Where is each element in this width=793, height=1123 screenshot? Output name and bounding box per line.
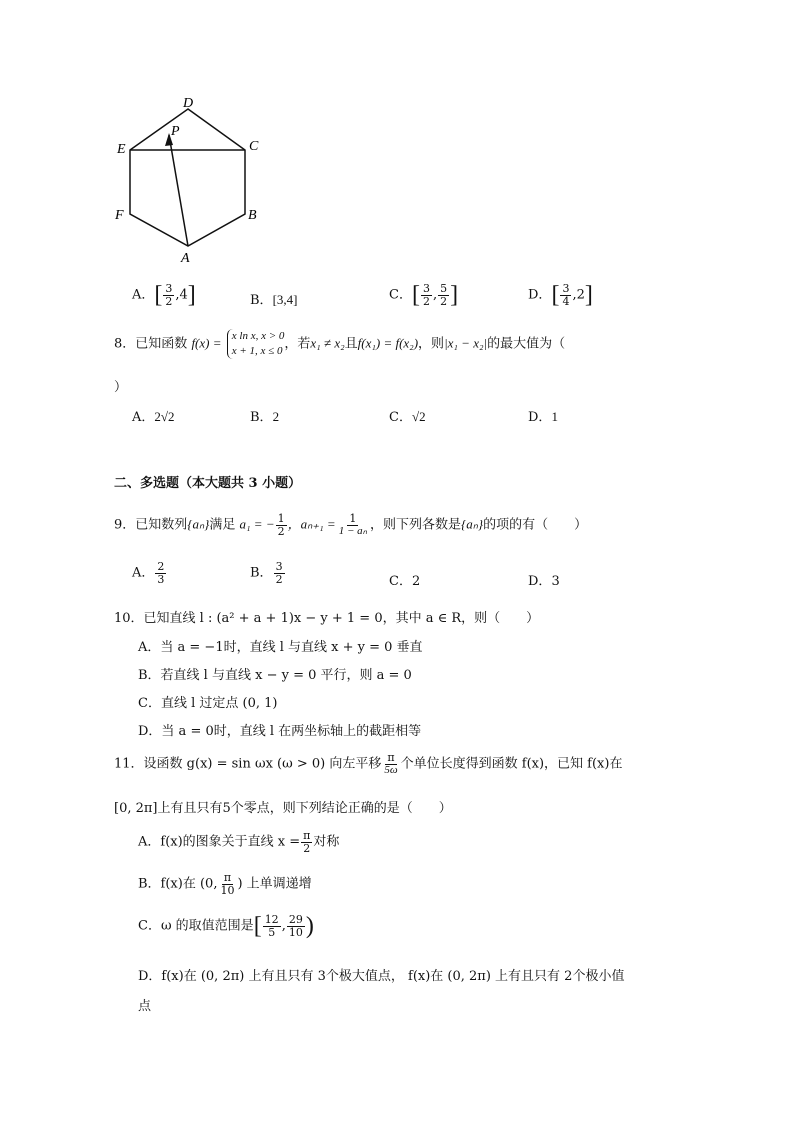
q10-stem: 10．已知直线 l : (a² + a + 1)x − y + 1 = 0，其中 a ∈ R，则（ ） [114,611,540,626]
q11-option-d-line1: D．f(x)在 (0, 2π) 上有且只有 3个极大值点， f(x)在 (0, 2π) 上有且只有 2个极小值 [138,969,625,984]
q7-option-a: A．[ $\frac{3}{2}$ ,4] [132,282,196,309]
label-A: A [181,251,190,265]
q7-option-d: D．[ $\frac{3}{4}$ ,2] [528,282,593,309]
q10-option-a: A．当 a = −1时，直线 l 与直线 x + y = 0 垂直 [138,640,423,655]
q8-option-c: C．√2 [389,409,426,425]
q9-stem: 9．已知数列{aₙ}满足 a₁ = − $\frac{1}{2}$ ，aₙ₊₁ = $\frac{1}{\text{1 − aₙ}}$ ，则下列各数是{aₙ}的项的有（ ） [114,512,588,538]
hexagon-outline [130,109,245,246]
hexagon-figure [105,95,275,265]
label-D: D [183,96,194,111]
q11-option-d-line2: 点 [138,999,152,1014]
q8-option-a: A．2√2 [132,409,175,425]
q10-option-c: C．直线 l 过定点 (0, 1) [138,696,278,711]
vector-AP [169,135,188,246]
q8-option-b: B．2 [250,409,280,425]
label-B: B [248,208,257,223]
label-C: C [249,139,259,154]
q8-stem: 8．已知函数 f(x) = x ln x, x > 0 x + 1, x ≤ 0 ，若x₁ ≠ x₂且f(x₁) = f(x₂)，则|x₁ − x₂|的最大值为（ [114,330,566,357]
label-P: P [171,124,180,139]
q8-option-d: D．1 [528,409,558,425]
q11-stem-line2: [0, 2π]上有且只有5个零点，则下列结论正确的是（ ） [114,801,452,816]
q9-option-a: A． $\frac{2}{3}$ [132,560,165,586]
q10-option-b: B．若直线 l 与直线 x − y = 0 平行，则 a = 0 [138,668,412,683]
label-E: E [117,142,126,157]
q9-option-d: D．3 [528,574,560,589]
q9-option-b: B． $\frac{3}{2}$ [250,560,283,586]
label-F: F [115,208,124,223]
q7-option-c: C．[ $\frac{3}{2}$ , $\frac{5}{2}$ ] [389,282,459,309]
q11-option-a: A．f(x)的图象关于直线 x = $\frac{\pi}{2}$ 对称 [138,829,340,855]
q11-option-b: B．f(x)在 (0, $\frac{\pi}{10}$ ) 上单调递增 [138,871,312,897]
q8-close: ） [114,380,128,395]
section-2-title: 二、多选题（本大题共 3 小题） [114,476,302,491]
q10-option-d: D．当 a = 0时，直线 l 在两坐标轴上的截距相等 [138,724,422,739]
q7-option-b: B．[3,4] [250,292,298,308]
q11-stem-line1: 11．设函数 g(x) = sin ωx (ω > 0) 向左平移 $\frac{\pi}{5\omega}$ 个单位长度得到函数 f(x)，已知 f(x)在 [114,751,623,776]
q11-option-c: C．ω 的取值范围是[ $\frac{12}{5}$ , $\frac{29}{10}$ ) [138,913,314,940]
q9-option-c: C．2 [389,574,421,589]
